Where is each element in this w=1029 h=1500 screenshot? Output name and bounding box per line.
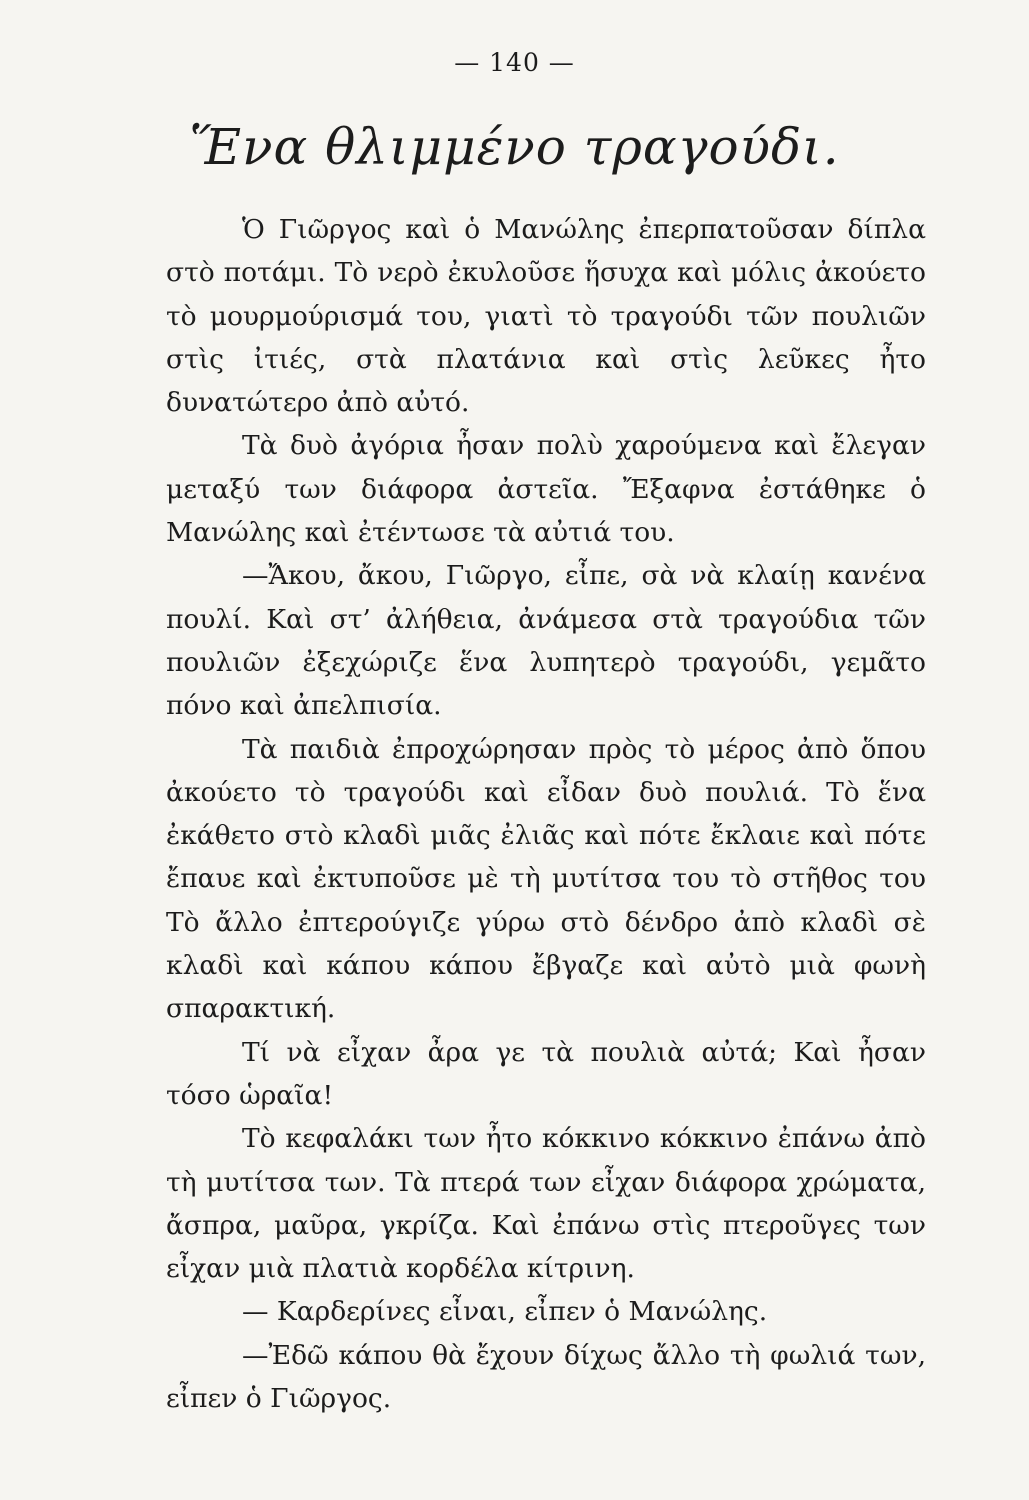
paragraph: Τὸ κεφαλάκι των ἦτο κόκκινο κόκκινο ἐπάνω ἀπὸ τὴ μυτίτσα των. Τὰ πτερά των εἶχαν διάφορα χρώματα, ἄσπρα, μαῦρα, γκρίζα. Καὶ ἐπάνω στὶς πτεροῦγες των εἶχαν μιὰ πλατιὰ κορδέλα κίτρινη.: [166, 1123, 926, 1285]
paragraph: Τὰ παιδιὰ ἐπροχώρησαν πρὸς τὸ μέρος ἀπὸ ὅπου ἀκούετο τὸ τραγούδι καὶ εἶδαν δυὸ πουλιά. Τὸ ἕνα ἐκάθετο στὸ κλαδὶ μιᾶς ἐλιᾶς καὶ πότε ἔκλαιε καὶ πότε ἔπαυε καὶ ἐκτυποῦσε μὲ τὴ μυτίτσα του τὸ στῆθος του Τὸ ἄλλο ἐπτερούγιζε γύρω στὸ δένδρο ἀπὸ κλαδὶ σὲ κλαδὶ καὶ κάπου κάπου ἔβγαζε καὶ αὐτὸ μιὰ φωνὴ σπαρακτική.: [166, 733, 926, 1025]
paragraph: Τὰ δυὸ ἀγόρια ἦσαν πολὺ χαρούμενα καὶ ἔλεγαν μεταξύ των διάφορα ἀστεῖα. Ἔξαφνα ἐστάθηκε ὁ Μανώλης καὶ ἐτέντωσε τὰ αὐτιά του.: [166, 430, 926, 549]
paragraph: Ὁ Γιῶργος καὶ ὁ Μανώλης ἐπερπατοῦσαν δίπλα στὸ ποτάμι. Τὸ νερὸ ἐκυλοῦσε ἥσυχα καὶ μόλις ἀκούετο τὸ μουρμούρισμά του, γιατὶ τὸ τραγούδι τῶν πουλιῶν στὶς ἰτιές, στὰ πλατάνια καὶ στὶς λεῦκες ἦτο δυνατώτερο ἀπὸ αὐτό.: [166, 214, 926, 419]
chapter-title: Ἕνα θλιμμένο τραγούδι.: [189, 118, 840, 176]
dialogue-paragraph: —Ἄκου, ἄκου, Γιῶργο, εἶπε, σὰ νὰ κλαίῃ κανένα πουλί. Καὶ στ’ ἀλήθεια, ἀνάμεσα στὰ τραγούδια τῶν πουλιῶν ἐξεχώριζε ἕνα λυπητερὸ τραγούδι, γεμᾶτο πόνο καὶ ἀπελπισία.: [166, 560, 926, 722]
paragraph: Τί νὰ εἶχαν ἆρα γε τὰ πουλιὰ αὐτά; Καὶ ἦσαν τόσο ὡραῖα!: [166, 1036, 926, 1111]
body-text: [166, 208, 926, 1420]
page-number: — 140 —: [454, 48, 575, 77]
dialogue-paragraph: — Καρδερίνες εἶναι, εἶπεν ὁ Μανώλης.: [242, 1296, 768, 1328]
dialogue-paragraph: —Ἐδῶ κάπου θὰ ἔχουν δίχως ἄλλο τὴ φωλιά των, εἶπεν ὁ Γιῶργος.: [166, 1339, 926, 1415]
